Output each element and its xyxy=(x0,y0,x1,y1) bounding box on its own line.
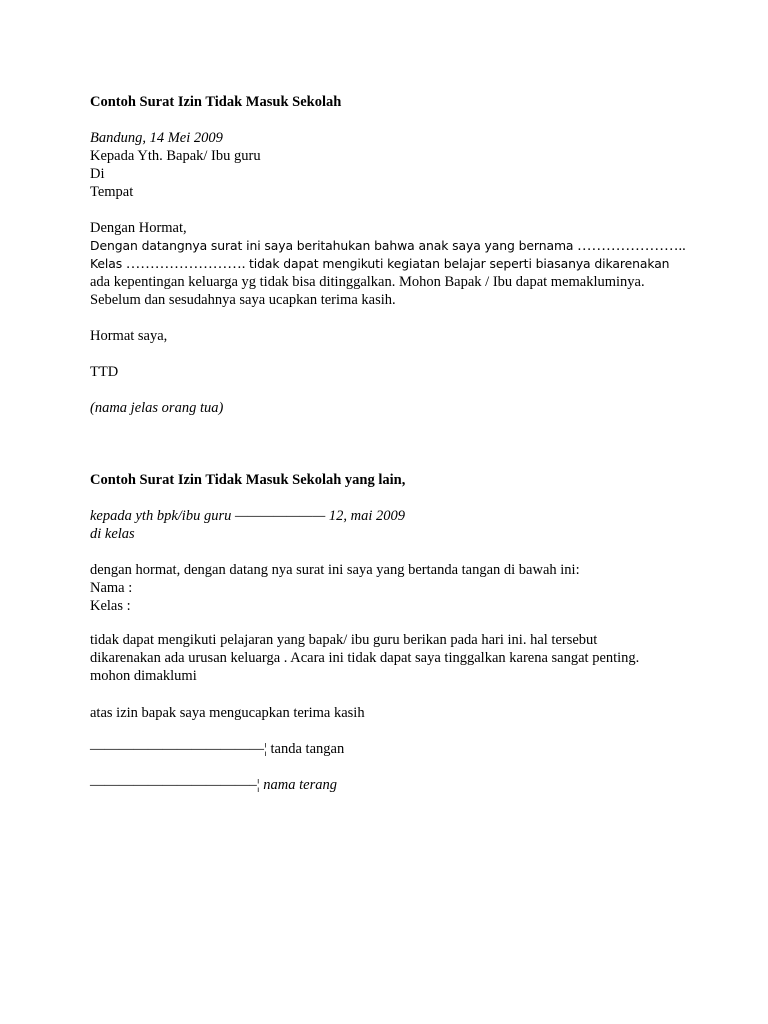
name-line: ———————————–¦ xyxy=(90,777,260,793)
letter1-body-text: Dengan datangnya surat ini saya beritahukan bahwa anak saya yang bernama xyxy=(90,238,574,253)
letter1-class-label: Kelas xyxy=(90,256,123,271)
letter2-intro-block xyxy=(90,561,580,615)
letter2-body-line: dikarenakan ada urusan keluarga . Acara ini tidak dapat saya tinggalkan karena sangat penting. xyxy=(90,650,640,666)
letter2-header xyxy=(90,507,405,543)
signature-line: ————————————¦ xyxy=(90,741,267,757)
letter2-name-row xyxy=(90,776,337,794)
letter2-field-class: Kelas : xyxy=(90,598,131,614)
letter1-body-line: ada kepentingan keluarga yg tidak bisa ditinggalkan. Mohon Bapak / Ibu dapat memakluminya. xyxy=(90,274,645,290)
name-label: nama terang xyxy=(263,777,337,793)
letter1-class-blank: ……………………. xyxy=(125,256,246,272)
letter2-body-line: mohon dimaklumi xyxy=(90,668,197,684)
signature-label: tanda tangan xyxy=(270,741,345,757)
letter1-name-blank: ………………….. xyxy=(577,238,686,254)
letter1-body-line: Sebelum dan sesudahnya saya ucapkan terima kasih. xyxy=(90,292,396,308)
letter2-recipient-date: kepada yth bpk/ibu guru ——————— 12, mai 2009 xyxy=(90,508,405,524)
letter1-address-line: Kepada Yth. Bapak/ Ibu guru xyxy=(90,148,261,164)
letter2-intro: dengan hormat, dengan datang nya surat ini saya yang bertanda tangan di bawah ini: xyxy=(90,562,580,578)
letter2-title: Contoh Surat Izin Tidak Masuk Sekolah yang lain, xyxy=(90,472,406,488)
letter1-greeting: Dengan Hormat, xyxy=(90,220,187,236)
letter1-body-line xyxy=(90,255,686,273)
letter1-body-text: tidak dapat mengikuti kegiatan belajar seperti biasanya dikarenakan xyxy=(249,256,670,271)
letter2-field-name: Nama : xyxy=(90,580,133,596)
letter2-signature-row xyxy=(90,740,344,758)
letter1-body-line xyxy=(90,237,686,255)
letter1-signature: TTD xyxy=(90,364,119,380)
letter2-location: di kelas xyxy=(90,526,135,542)
letter1-title: Contoh Surat Izin Tidak Masuk Sekolah xyxy=(90,94,342,110)
letter2-body-line: tidak dapat mengikuti pelajaran yang bapak/ ibu guru berikan pada hari ini. hal tersebut xyxy=(90,632,598,648)
letter1-name-note: (nama jelas orang tua) xyxy=(90,400,224,416)
letter1-body xyxy=(90,219,686,309)
letter1-address-line: Di xyxy=(90,166,105,182)
letter2-thanks: atas izin bapak saya mengucapkan terima kasih xyxy=(90,705,365,721)
letter1-date: Bandung, 14 Mei 2009 xyxy=(90,130,223,146)
letter1-header xyxy=(90,129,261,201)
letter1-closing: Hormat saya, xyxy=(90,328,168,344)
letter1-address-line: Tempat xyxy=(90,184,134,200)
letter2-body xyxy=(90,631,639,685)
